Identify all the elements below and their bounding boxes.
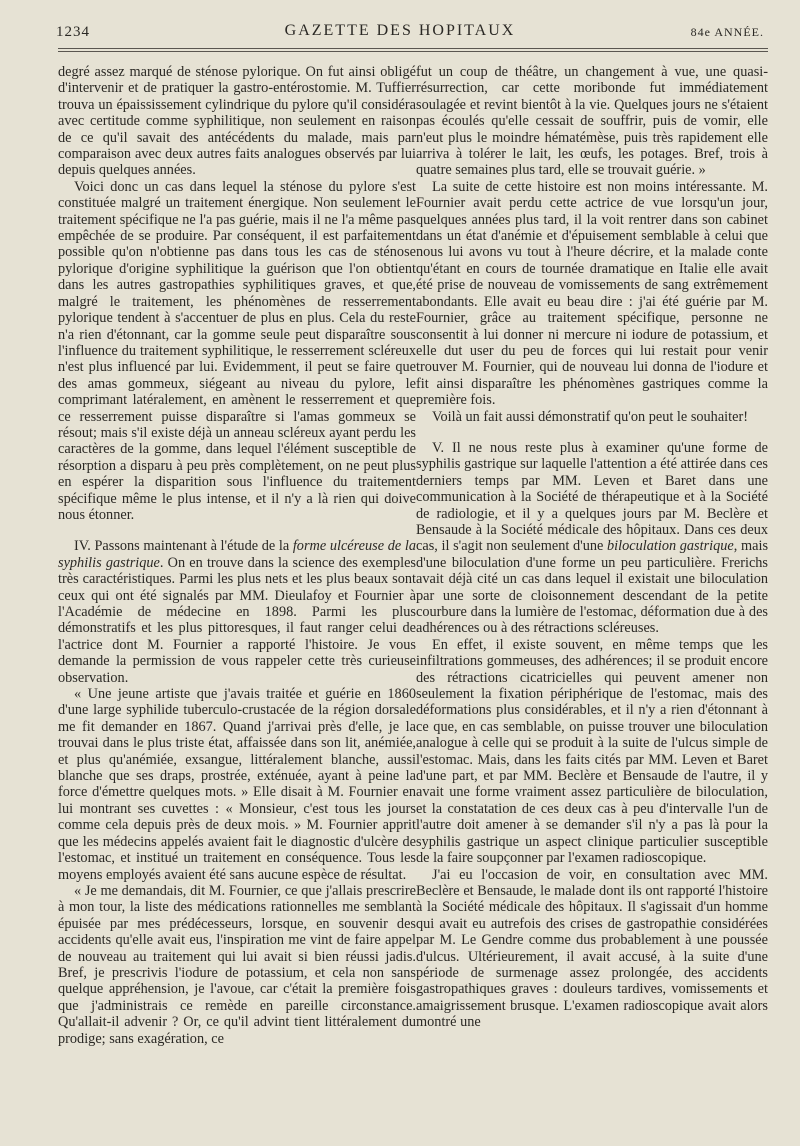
text-run: IV. Passons maintenant à l'étude de la: [74, 538, 293, 555]
page-number: 1234: [56, 24, 90, 40]
paragraph: J'ai eu l'occasion de voir, en consultation avec MM. Beclère et Bensaude, le malade dont ils ont rapporté l'histoire à la Société médicale des hôpitaux. Il s'agissait d'un homme qui avait eu autrefois des crises de gastropathie considérées par M. Le Gendre comme dus probablement à une poussée d'ulcus. Ultérieurement, il avait accusé, à la suite d'une période de surmenage assez prolongée, des accidents gastropathiques graves : douleurs tardives, vomissements et amaigrissement brusque. L'examen radioscopique avait alors montré une: [416, 866, 768, 1031]
paragraph: « Une jeune artiste que j'avais traitée et guérie en 1860 d'une large syphilide tuberculo-crustacée de la région dorsale me fit demander en 1867. Quand j'arrivai près d'elle, je la trouvai dans le plus triste état, affaissée dans son lit, anémiée, et plus qu'anémiée, exsangue, littéralement blanche, aussi blanche que ses draps, prostrée, exténuée, ayant à peine la force d'émettre quelques mots. » Elle disait à M. Fournier en lui montrant ses cuvettes : « Monsieur, c'est tous les jours comme cela depuis près de deux mois. » M. Fournier apprit que les médecins appelés avaient fait le diagnostic d'ulcère de l'estomac, et institué un traitement en conséquence. Tous les moyens employés avaient été sans aucune espèce de résultat.: [58, 686, 416, 883]
paragraph: degré assez marqué de sténose pylorique. On fut ainsi obligé d'intervenir et de pratiquer la gastro-entérostomie. M. Tuffier trouva un épaississement cylindrique du pylore qu'il considéra avec certitude comme syphilitique, non seulement en raison de ce qu'il savait des antécédents du malade, mais par comparaison avec deux autres faits analogues observés par lui depuis quelques années.: [58, 64, 416, 179]
journal-title: GAZETTE DES HOPITAUX: [284, 22, 516, 39]
left-column: [58, 64, 416, 1047]
right-column: [416, 64, 768, 1031]
section-iv-paragraph: [58, 538, 416, 686]
text-run: , mais d'une biloculation d'une forme un peu particulière. Frerichs avait déjà cité un cas dans lequel il existait une biloculation par une sorte de cloisonnement descendant de la petite courbure dans la lumière de l'estomac, déformation due à des adhérences ou à des rétractions scléreuses.: [416, 538, 769, 637]
paragraph: Voici donc un cas dans lequel la sténose du pylore s'est constituée malgré un traitement énergique. Non seulement le traitement spécifique ne l'a pas guérie, mais il ne l'a même pas empêchée de se produire. Par conséquent, il est parfaitement possible qu'on n'obtienne pas dans tous les cas de sténose pylorique d'origine syphilitique la guérison que l'on obtient dans les autres gastropathies syphilitiques graves, et que, malgré le traitement, les phénomènes de resserrement pylorique tendent à s'accentuer de plus en plus. Cela du reste n'a rien d'étonnant, car la gomme seule peut disparaître sous l'influence du traitement syphilitique, le resserrement scléreux n'est plus influencé par lui. Evidemment, il peut se faire que des amas gommeux, siégeant au niveau du pylore, le comprimant latéralement, en amènent le resserrement et que ce resserrement puisse disparaître si l'amas gommeux se résout; mais s'il existe déjà un anneau scléreux ayant perdu les caractères de la gomme, dans lequel l'élément susceptible de résorption a disparu à peu près complètement, on ne peut plus en espérer la disparition sous l'influence du traitement spécifique même le plus intense, et il n'y a là rien qui doive nous étonner.: [58, 178, 416, 523]
paragraph: En effet, il existe souvent, en même temps que les infiltrations gommeuses, des adhérences; il se produit encore des rétractions cicatricielles qui peuvent amener non seulement la fixation périphérique de l'estomac, mais des déformations plus considérables, et il n'y a rien d'étonnant à ce que, en cas semblable, on puisse trouver une biloculation analogue à celle qui se produit à la suite de l'ulcus simple de l'estomac. Mais, dans les faits cités par MM. Leven et Baret d'une part, et par MM. Beclère et Bensaude de l'autre, il y avait une forme vraiment assez particulière de biloculation, et la constatation de ces deux cas à peu d'intervalle l'un de l'autre doit amener à se demander s'il n'y a pas là pour la syphilis gastrique un aspect clinique particulier susceptible de la faire soupçonner par l'examen radioscopique.: [416, 636, 768, 867]
text-run: . On en trouve dans la science des exemples très caractéristiques. Parmi les plus nets et les plus beaux sont ceux qui ont été signalés par MM. Dieulafoy et Fournier à l'Académie de médecine en 1898. Parmi les plus démonstratifs et les plus pittoresques, il faut ranger celui de l'actrice dont M. Fournier a rapporté l'histoire. Je vous demande la permission de vous rappeler cette très curieuse observation.: [58, 554, 416, 686]
year-label: 84e ANNÉE.: [690, 25, 764, 39]
italic-term: forme ulcéreuse de la syphilis gastrique: [58, 538, 416, 571]
section-v-paragraph: [416, 440, 768, 637]
paragraph: Voilà un fait aussi démonstratif qu'on peut le souhaiter!: [432, 408, 748, 425]
italic-term: biloculation gastrique: [607, 538, 734, 555]
paragraph: « Je me demandais, dit M. Fournier, ce que j'allais prescrire à mon tour, la liste des médications rationnelles me semblant épuisée par mes prédécesseurs, lorsque, en souvenir des accidents qu'elle avait eus, l'inspiration me vint de faire appel de nouveau au traitement qui lui avait si bien réussi jadis. Bref, je prescrivis l'iodure de potassium, et cela non sans quelque appréhension, je l'avoue, car c'était la première fois que j'administrais ce remède en pareille circonstance. Qu'allait-il advenir ? Or, ce qu'il advint tient littéralement du prodige; sans exagération, ce: [58, 882, 416, 1047]
header-rule: [58, 48, 768, 49]
header-rule-thin: [58, 51, 768, 52]
paragraph: La suite de cette histoire est non moins intéressante. M. Fournier avait perdu cette actrice de vue lorsqu'un jour, quelques années plus tard, il la voit rentrer dans son cabinet dans un état d'anémie et d'épuisement semblable à celui que nous lui avons vu tout à l'heure décrire, et la malade conte qu'étant en cours de tournée dramatique en Italie elle avait été prise de nouveau de vomissements de sang extrêmement abondants. Elle avait eu beau dire : j'ai été guérie par M. Fournier, grâce au traitement spécifique, personne ne consentit à lui donner ni mercure ni iodure de potassium, et elle dut user du peu de forces qui lui restait pour venir trouver M. Fournier, qui de nouveau lui donna de l'iodure et fit ainsi disparaître les phénomènes gastriques comme la première fois.: [416, 178, 768, 409]
paragraph: fut un coup de théâtre, un changement à vue, une quasi-résurrection, car cette moribonde fut immédiatement soulagée et revint bientôt à la vie. Quelques jours ne s'étaient pas écoulés qu'elle cessait de souffrir, puis de vomir, elle n'eut plus le moindre hématémèse, puis très rapidement elle arriva à tolérer le lait, les œufs, les potages. Bref, trois à quatre semaines plus tard, elle se trouvait guérie. »: [416, 64, 768, 179]
text-run: V. Il ne nous reste plus à examiner qu'une forme de syphilis gastrique sur laquelle l'attention a été attirée dans ces derniers temps par MM. Leven et Baret dans une communication à la Société de thérapeutique et à la Société de radiologie, et il y a quelques jours par M. Beclère et Bensaude à la Société médicale des hôpitaux. Dans ces deux cas, il s'agit non seulement d'une: [416, 439, 768, 555]
